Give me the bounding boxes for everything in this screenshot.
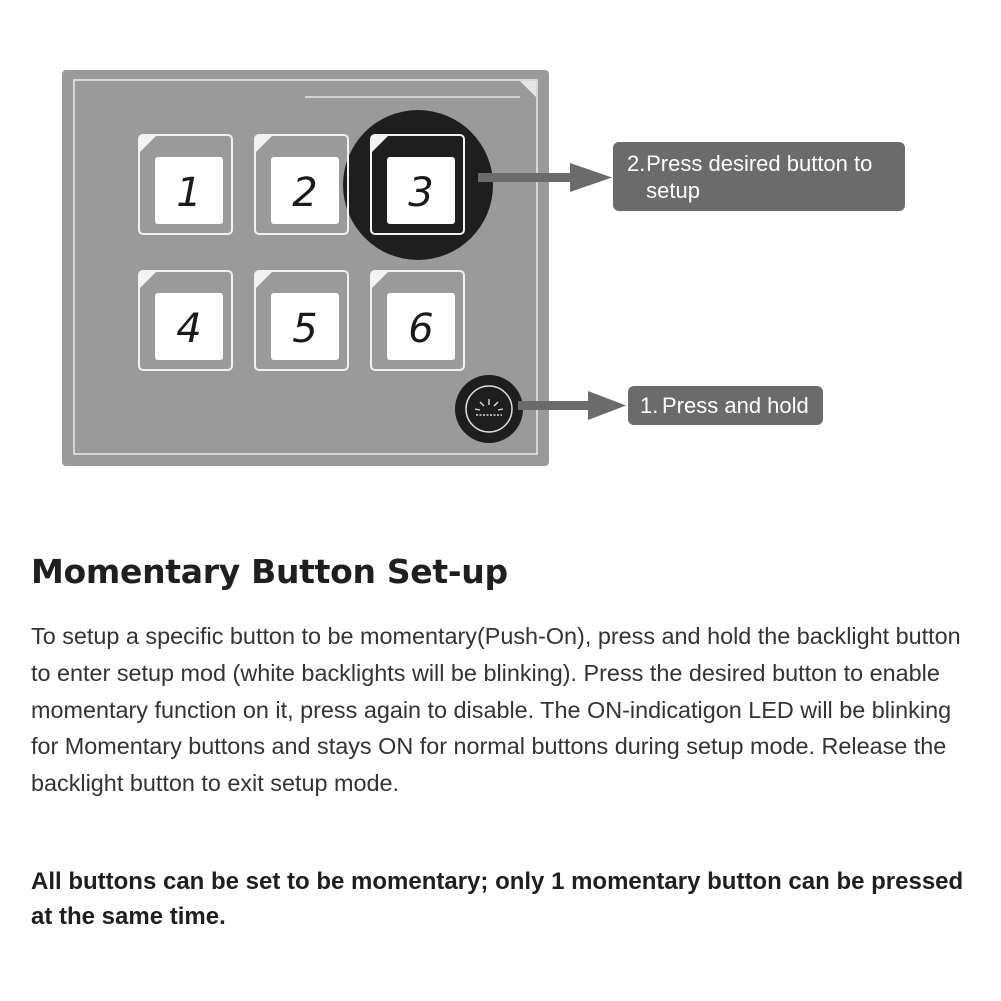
callout-number: 2.: [627, 151, 646, 176]
note-paragraph: All buttons can be set to be momentary; only 1 momentary button can be pressed at the same time.: [31, 868, 964, 930]
key-label: 6: [408, 306, 434, 352]
callout-press-and-hold: [628, 386, 823, 425]
key-label: 3: [408, 170, 434, 216]
key-label: 1: [176, 170, 202, 216]
key-label: 5: [292, 306, 318, 352]
callout-press-desired-button: [613, 142, 905, 211]
key-label: 2: [292, 170, 318, 216]
switch-panel-diagram: [0, 0, 1001, 500]
key-label: 4: [176, 306, 202, 352]
backlight-button[interactable]: [455, 375, 523, 443]
section-heading: Momentary Button Set-up: [31, 552, 508, 591]
callout-number: 1.: [640, 393, 659, 418]
callout-text: Press and hold: [662, 393, 809, 418]
instructions-paragraph: To setup a specific button to be momentary(Push-On), press and hold the backlight button to enter setup mod (white backlights will be blinking). Press the desired button to enable momentary function on it, press again to disable. The ON-indicatigon LED will be blinking for Momentary buttons and stays ON for normal buttons during setup mode. Release the backlight button to exit setup mode.: [31, 623, 961, 797]
callout-text: Press desired button to setup: [646, 151, 873, 203]
